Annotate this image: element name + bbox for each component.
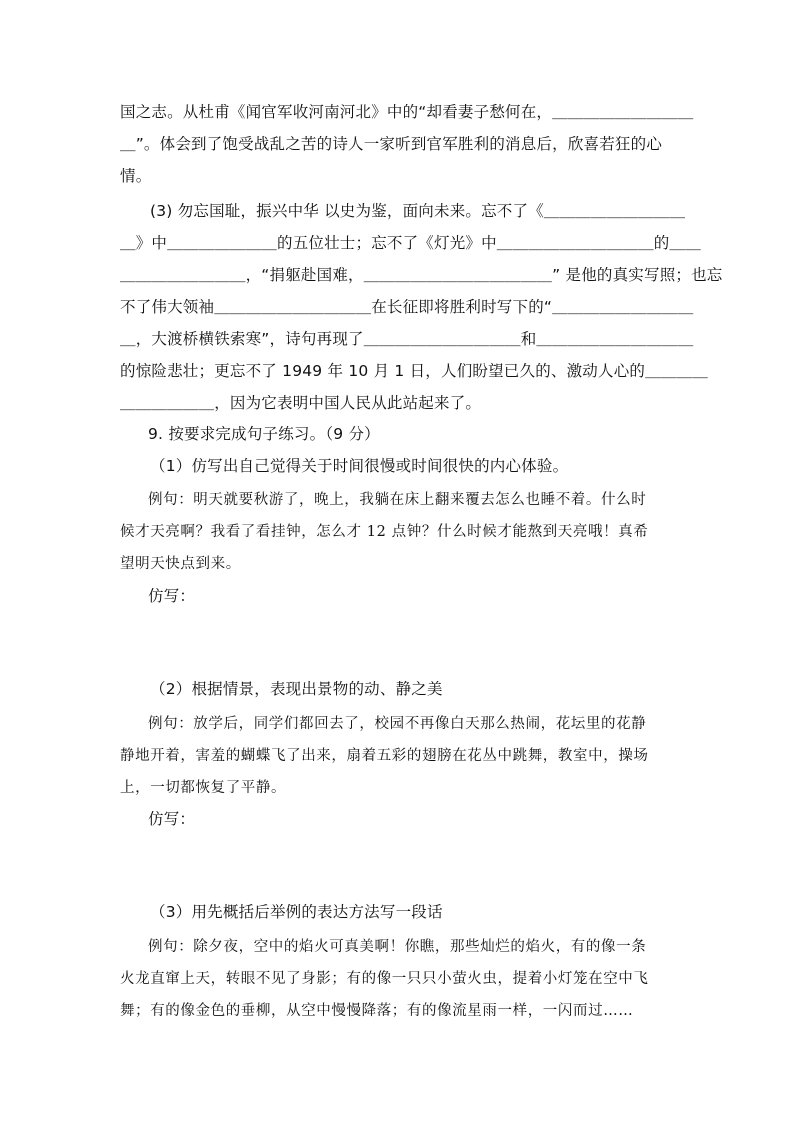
text-line: 国之志。从杜甫《闻官军收河南河北》中的“却看妻子愁何在，＿＿＿＿＿＿＿＿＿ xyxy=(120,103,694,121)
text-line: (3) 勿忘国耻，振兴中华 以史为鉴，面向未来。忘不了《＿＿＿＿＿＿＿＿＿ xyxy=(150,202,686,220)
write-prompt: 仿写： xyxy=(148,810,196,828)
example-line: 望明天快点到来。 xyxy=(120,556,241,572)
text-line: ＿》中＿＿＿＿＿＿＿的五位壮士；忘不了《灯光》中＿＿＿＿＿＿＿＿＿＿的＿＿ xyxy=(120,234,701,252)
example-line: 舞；有的像金色的垂柳，从空中慢慢降落；有的像流星雨一样，一闪而过…… xyxy=(120,1003,634,1019)
example-line: 例句：放学后，同学们都回去了，校园不再像白天那么热闹，花坛里的花静 xyxy=(148,716,647,732)
example-line: 例句：除夕夜，空中的焰火可真美啊！你瞧，那些灿烂的焰火，有的像一条 xyxy=(148,939,647,955)
text-line: 不了伟大领袖＿＿＿＿＿＿＿＿＿＿在长征即将胜利时写下的“＿＿＿＿＿＿＿＿＿ xyxy=(120,298,694,316)
text-line: ＿，大渡桥横铁索寒”，诗句再现了＿＿＿＿＿＿＿＿＿＿和＿＿＿＿＿＿＿＿＿＿ xyxy=(120,330,694,348)
example-line: 静地开着，害羞的蝴蝶飞了出来，扇着五彩的翅膀在花丛中跳舞，教室中，操场 xyxy=(120,748,649,764)
text-line: 情。 xyxy=(120,167,152,185)
example-line: 上，一切都恢复了平静。 xyxy=(120,780,287,796)
example-line: 例句：明天就要秋游了，晚上，我躺在床上翻来覆去怎么也睡不着。什么时 xyxy=(148,492,647,508)
write-prompt: 仿写： xyxy=(148,587,196,605)
question-part-heading: （3）用先概括后举例的表达方法写一段话 xyxy=(150,903,443,921)
text-line: ＿＿＿＿＿＿＿＿，“捐躯赴国难，＿＿＿＿＿＿＿＿＿＿＿＿” 是他的真实写照；也忘 xyxy=(120,266,723,284)
text-line: 的惊险悲壮；更忘不了 1949 年 10 月 1 日，人们盼望已久的、激动人心的＿＿＿＿ xyxy=(120,362,708,380)
example-line: 候才天亮啊？我看了看挂钟，怎么才 12 点钟？什么时候才能熬到天亮哦！真希 xyxy=(120,524,649,540)
question-part-heading: （1）仿写出自己觉得关于时间很慢或时间很快的内心体验。 xyxy=(150,457,569,475)
question-part-heading: （2）根据情景，表现出景物的动、静之美 xyxy=(150,680,443,698)
text-line: ＿”。体会到了饱受战乱之苦的诗人一家听到官军胜利的消息后，欣喜若狂的心 xyxy=(120,135,663,153)
example-line: 火龙直窜上天，转眼不见了身影；有的像一只只小萤火虫，提着小灯笼在空中飞 xyxy=(120,971,649,987)
question-title: 9. 按要求完成句子练习。（9 分） xyxy=(148,425,380,443)
text-line: ＿＿＿＿＿＿，因为它表明中国人民从此站起来了。 xyxy=(120,394,482,412)
